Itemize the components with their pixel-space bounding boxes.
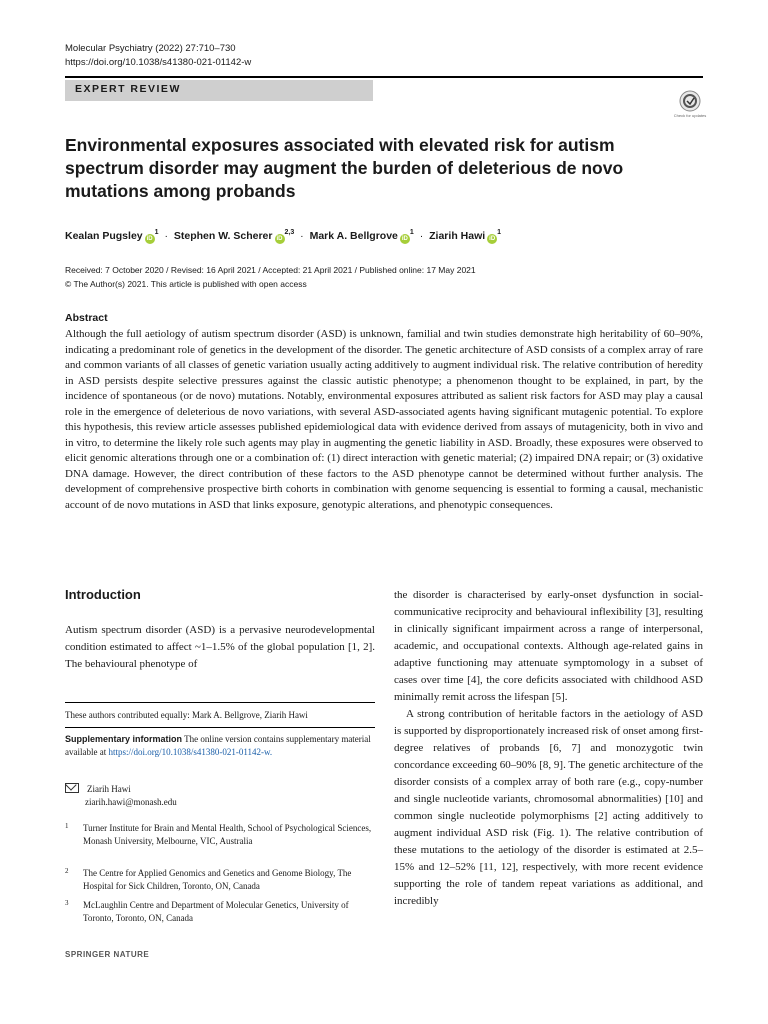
- check-updates-icon: [673, 90, 707, 122]
- publication-dates: [65, 263, 476, 291]
- check-updates-text: Check for updates: [673, 113, 707, 118]
- orcid-icon[interactable]: iD: [276, 236, 283, 242]
- supplementary-link[interactable]: https://doi.org/10.1038/s41380-021-01142-w.: [108, 747, 273, 757]
- license-statement: © The Author(s) 2021. This article is published with open access: [65, 279, 307, 289]
- footnote-rule: [65, 727, 375, 728]
- supplementary-label: Supplementary information: [65, 734, 183, 744]
- author-name[interactable]: Ziarih Hawi: [429, 230, 486, 242]
- abstract-text: Although the full aetiology of autism spectrum disorder (ASD) is unknown, familial and twin studies demonstrate high heritability of 60–90%, indicating a predominant role of genetics in the development of the disorder. The genetic architecture of ASD consists of a complex array of rare and common variants of all classes of genetic variation usually acting additively to augment individual risk. The relative contribution of heredity in ASD persists despite selective pressures against the classic autistic phenotype; a phenomenon thought to be explained, in part, by the incidence of spontaneous (or de novo) mutations. Notably, environmental exposures attributed as salient risk factors for ASD may play a causal role in the emergence of deleterious de novo variations, with several ASD-associated agents having significant mutagenic potential. To explore this hypothesis, this review article assesses published epidemiological data with evidence derived from assays of mutagenicity, both in vivo and in vitro, to determine the likely role such agents may play in augmenting the genetic liability in ASD. Broadly, these exposures were observed to elicit genomic alterations through one or a combination of: (1) direct interaction with genetic material; (2) impaired DNA repair; or (3) oxidative DNA damage. However, the direct contribution of these factors to the ASD phenotype cannot be determined without further analysis. The development of comprehensive prospective birth cohorts in combination with genome sequencing is essential to forming a causal, mechanistic account of de novo mutations in ASD that links exposure, genotypic alterations, and phenotypic consequences.: [65, 328, 703, 511]
- affiliation-text: McLaughlin Centre and Department of Molecular Genetics, University of Toronto, Toronto, ON, Canada: [83, 900, 349, 923]
- introduction-right-text: [394, 587, 703, 910]
- intro-paragraph: the disorder is characterised by early-onset dysfunction in social-communicative reciprocity and behavioural inflexibility [3], resulting in clinically significant impairment across a range of interpersonal, academic, and occupational contexts. Although age-related gains in adaptive functioning may attenuate symptomology in a subset of cases over time [4], the core deficits associated with childhood ASD minimally remit across the lifespan [5].: [394, 589, 703, 703]
- author-affiliation: 1: [409, 229, 414, 236]
- affiliation-text: Turner Institute for Brain and Mental Health, School of Psychological Sciences, Monash University, Melbourne, VIC, Australia: [83, 823, 372, 846]
- introduction-left-text: Autism spectrum disorder (ASD) is a pervasive neurodevelopmental condition estimated to affect ~1–1.5% of the global population [1, 2]. The behavioural phenotype of: [65, 624, 375, 670]
- supplementary-text: The online version contains supplementary material available at: [65, 734, 371, 757]
- orcid-icon[interactable]: iD: [401, 236, 408, 242]
- orcid-icon[interactable]: iD: [146, 236, 153, 242]
- affiliation-number: 3: [65, 899, 69, 907]
- abstract-heading: Abstract: [65, 312, 108, 324]
- orcid-icon[interactable]: iD: [489, 236, 496, 242]
- intro-paragraph: A strong contribution of heritable factors in the aetiology of ASD is supported by disproportionately increased risk of onset among first-degree relatives of probands [6, 7] and monozygotic twin concordance exceeding 60–90% [8, 9]. The genetic architecture of the disorder consists of a complex array of both rare (e.g., copy-number and single nucleotide variants, chromosomal abnormalities) [10] and common single nucleotide polymorphisms [2] acting additively to augment individual ASD risk (Fig. 1). The relative contribution of these mutations to the aetiology of the disorder is estimated at 2.5–15% and 12–52% [11, 12], respectively, with more recent evidence supporting the role of tandem repeat variations as additional, and incredibly: [394, 708, 703, 907]
- journal-citation: Molecular Psychiatry (2022) 27:710–730: [65, 43, 236, 54]
- corresponding-email[interactable]: ziarih.hawi@monash.edu: [85, 797, 177, 807]
- author-name[interactable]: Mark A. Bellgrove: [309, 230, 398, 242]
- article-title: Environmental exposures associated with elevated risk for autism spectrum disorder may augment the burden of deleterious de novo mutations among probands: [65, 135, 624, 201]
- affiliation-number: 2: [65, 867, 69, 875]
- author-separator: ·: [419, 230, 424, 242]
- footnote-rule: [65, 702, 375, 703]
- supplementary-note: [65, 733, 375, 759]
- section-label: EXPERT REVIEW: [75, 83, 181, 95]
- author-affiliation: 2,3: [284, 229, 295, 236]
- corresponding-author: [65, 783, 177, 809]
- section-banner: [65, 80, 373, 101]
- equal-contribution-note: These authors contributed equally: Mark A. Bellgrove, Ziarih Hawi: [65, 710, 308, 720]
- corresponding-name: Ziarih Hawi: [87, 784, 131, 794]
- history-dates: Received: 7 October 2020 / Revised: 16 April 2021 / Accepted: 21 April 2021 / Published online: 17 May 2021: [65, 265, 476, 275]
- author-affiliation: 1: [497, 229, 502, 236]
- author-separator: ·: [164, 230, 168, 242]
- author-affiliation: 1: [154, 229, 159, 236]
- affiliation-text: The Centre for Applied Genomics and Genetics and Genome Biology, The Hospital for Sick Children, Toronto, ON, Canada: [83, 868, 352, 891]
- affiliation-number: 1: [65, 822, 69, 830]
- author-list: [65, 226, 501, 244]
- check-for-updates-button[interactable]: [673, 90, 707, 122]
- envelope-icon: [65, 783, 79, 793]
- author-name[interactable]: Kealan Pugsley: [65, 230, 143, 242]
- introduction-heading: Introduction: [65, 587, 141, 602]
- doi-link[interactable]: https://doi.org/10.1038/s41380-021-01142-w: [65, 57, 252, 68]
- author-separator: ·: [300, 230, 304, 242]
- publisher-logo: SPRINGER NATURE: [65, 950, 150, 959]
- header-rule: [65, 76, 703, 78]
- author-name[interactable]: Stephen W. Scherer: [173, 230, 273, 242]
- journal-header: [65, 42, 251, 70]
